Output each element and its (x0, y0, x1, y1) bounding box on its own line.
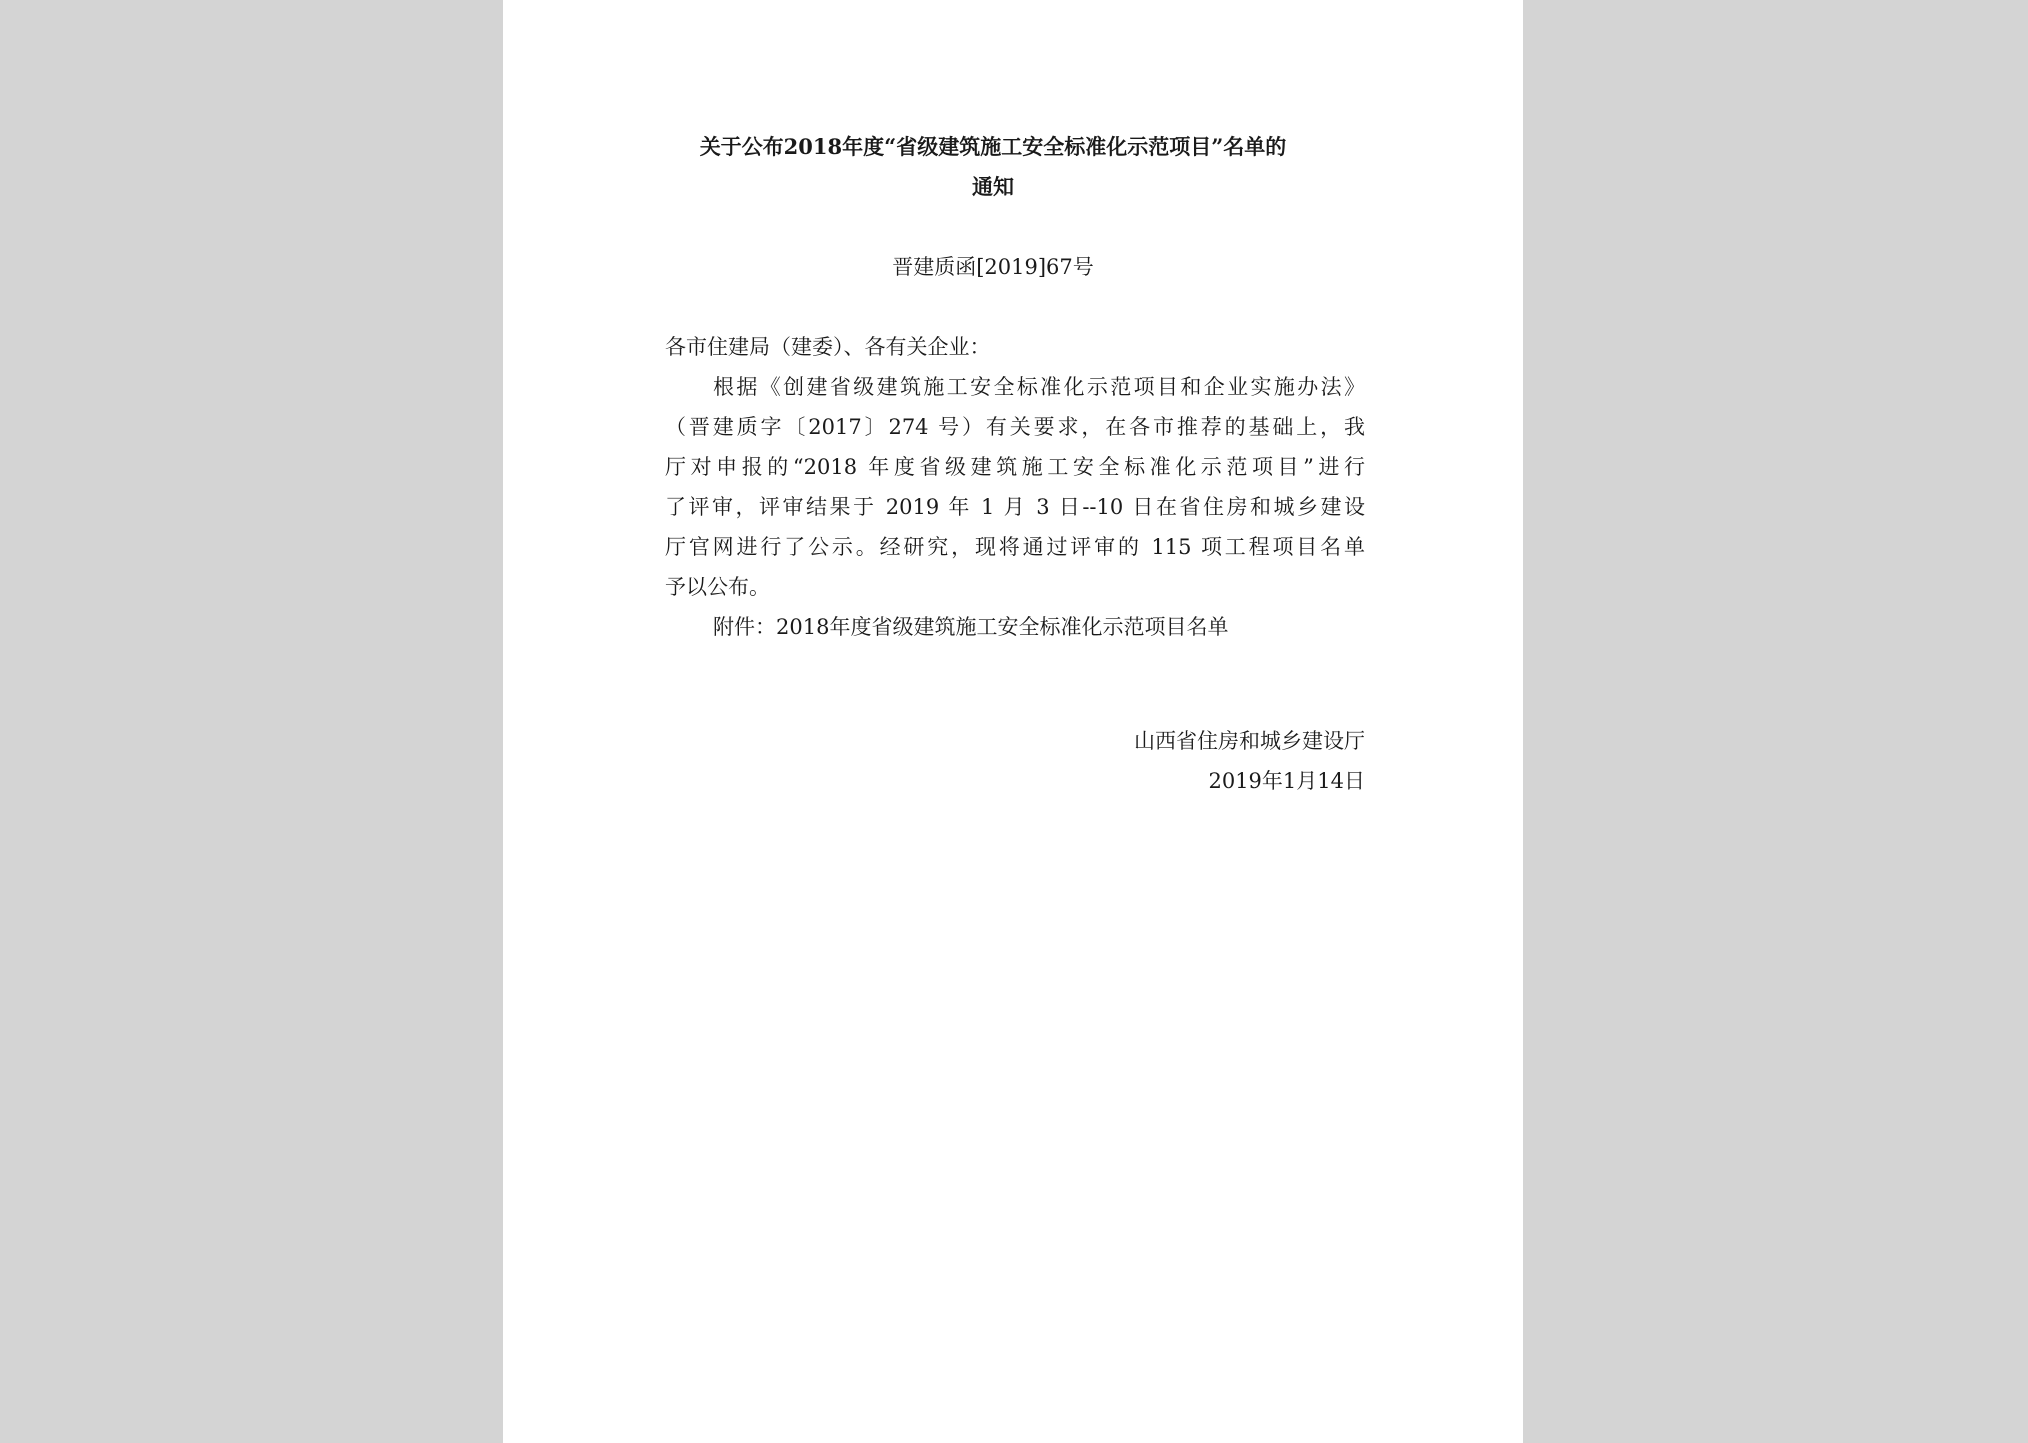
body-line: （晋建质字〔2017〕274 号）有关要求，在各市推荐的基础上，我 (665, 415, 1365, 439)
body-line: 了评审，评审结果于 2019 年 1 月 3 日--10 日在省住房和城乡建设 (665, 495, 1365, 519)
signature-date: 2019年1月14日 (1208, 769, 1365, 793)
body-line: 根据《创建省级建筑施工安全标准化示范项目和企业实施办法》 (713, 375, 1365, 399)
document-title-line-2: 通知 (972, 174, 1014, 199)
attachment-line: 附件：2018年度省级建筑施工安全标准化示范项目名单 (713, 615, 1229, 639)
body-line: 予以公布。 (665, 575, 770, 599)
document-number: 晋建质函[2019]67号 (892, 255, 1094, 279)
salutation: 各市住建局（建委）、各有关企业： (665, 335, 991, 359)
body-line: 厅官网进行了公示。经研究，现将通过评审的 115 项工程项目名单 (665, 535, 1365, 559)
signature-organization: 山西省住房和城乡建设厅 (1134, 729, 1365, 753)
body-line: 厅对申报的“2018 年度省级建筑施工安全标准化示范项目”进行 (665, 455, 1365, 479)
document-page (503, 0, 1523, 1443)
document-title-line-1: 关于公布2018年度“省级建筑施工安全标准化示范项目”名单的 (699, 134, 1287, 159)
